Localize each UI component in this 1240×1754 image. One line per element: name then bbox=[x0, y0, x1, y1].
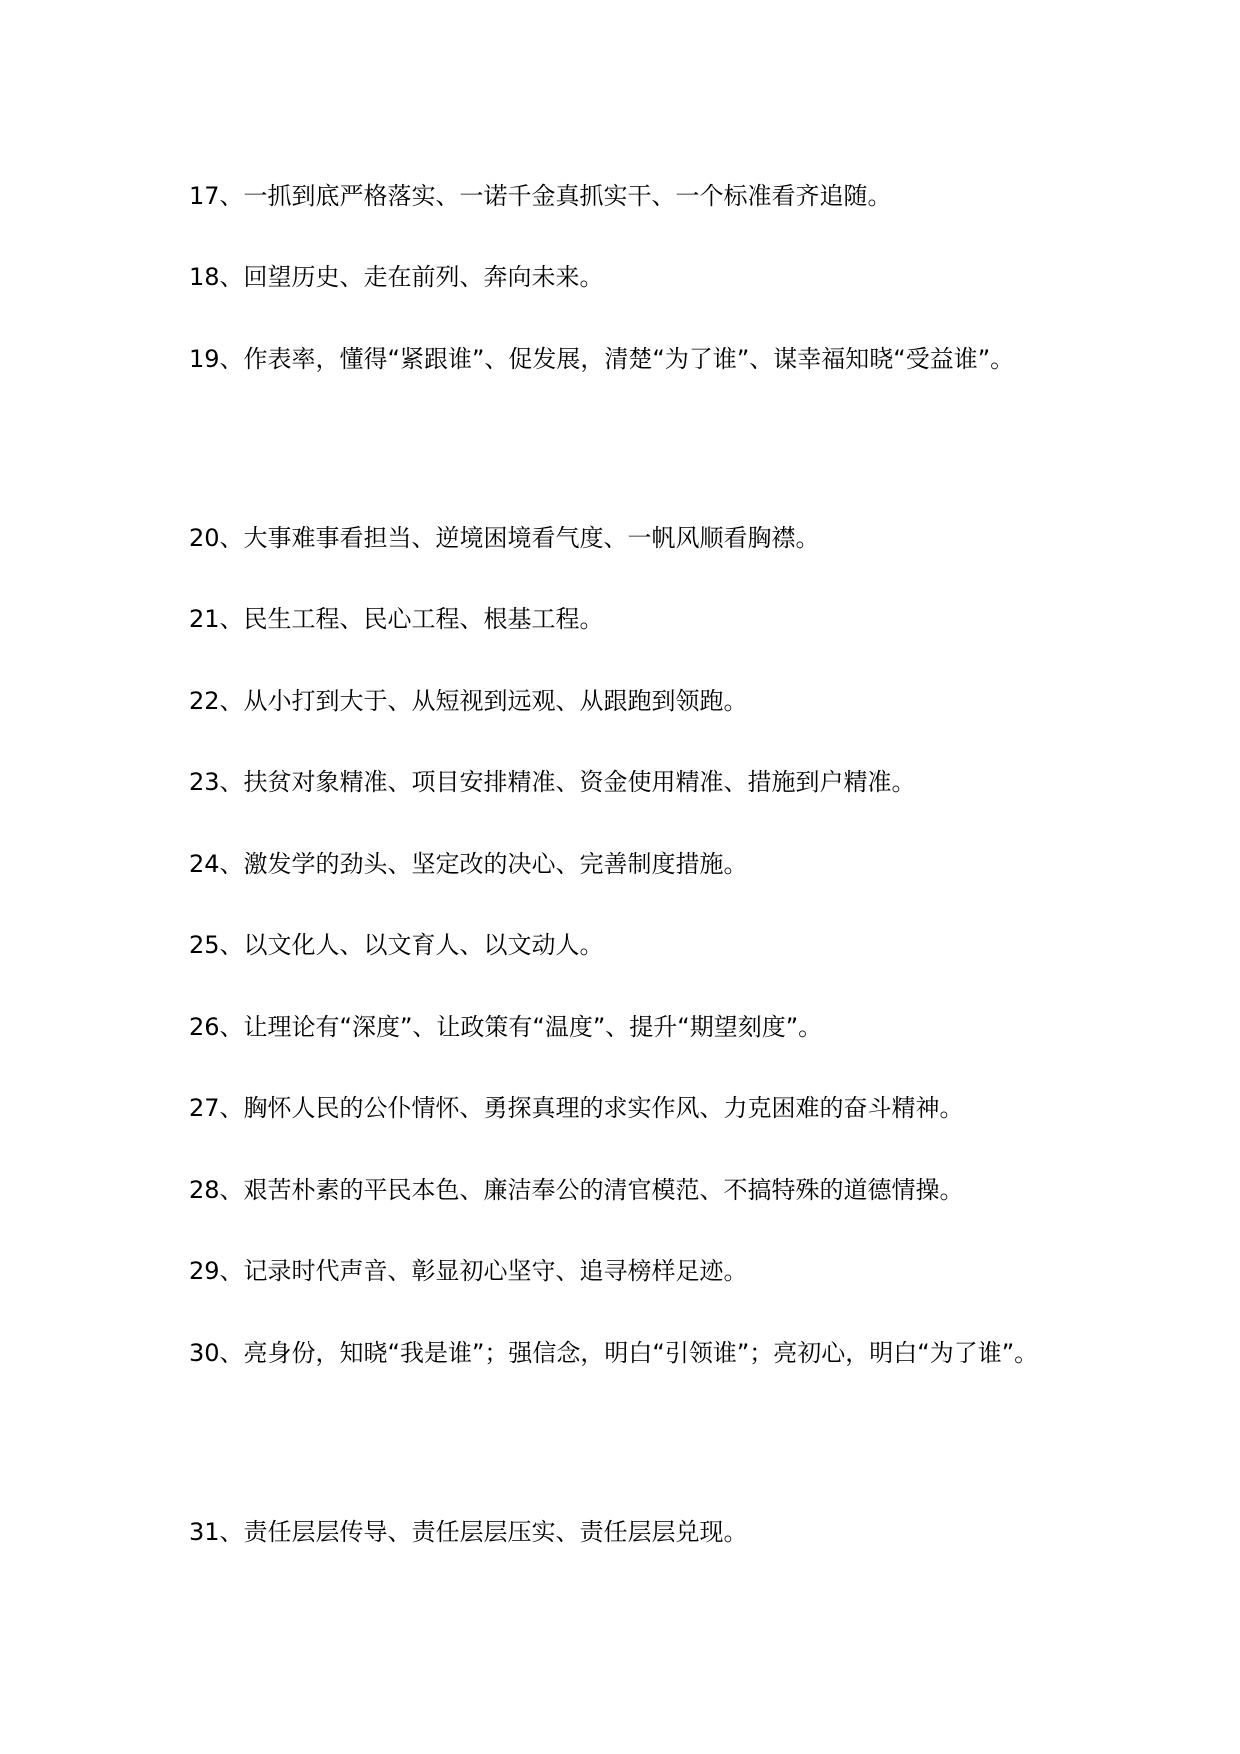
list-item: 30、亮身份，知晓“我是谁”；强信念，明白“引领谁”；亮初心，明白“为了谁”。 bbox=[189, 1339, 1039, 1367]
list-item: 23、扶贫对象精准、项目安排精准、资金使用精准、措施到户精准。 bbox=[189, 768, 916, 796]
list-item: 17、一抓到底严格落实、一诺千金真抓实干、一个标准看齐追随。 bbox=[189, 182, 892, 210]
list-item: 22、从小打到大于、从短视到远观、从跟跑到领跑。 bbox=[189, 687, 748, 715]
list-item: 29、记录时代声音、彰显初心坚守、追寻榜样足迹。 bbox=[189, 1257, 748, 1285]
list-item: 25、以文化人、以文育人、以文动人。 bbox=[189, 931, 604, 959]
list-item: 26、让理论有“深度”、让政策有“温度”、提升“期望刻度”。 bbox=[189, 1013, 823, 1041]
list-item: 18、回望历史、走在前列、奔向未来。 bbox=[189, 263, 604, 291]
list-item: 31、责任层层传导、责任层层压实、责任层层兑现。 bbox=[189, 1518, 748, 1546]
list-item: 19、作表率，懂得“紧跟谁”、促发展，清楚“为了谁”、谋幸福知晓“受益谁”。 bbox=[189, 345, 1015, 373]
list-item: 21、民生工程、民心工程、根基工程。 bbox=[189, 605, 604, 633]
list-item: 24、激发学的劲头、坚定改的决心、完善制度措施。 bbox=[189, 850, 748, 878]
list-item: 28、艰苦朴素的平民本色、廉洁奉公的清官模范、不搞特殊的道德情操。 bbox=[189, 1176, 964, 1204]
list-item: 20、大事难事看担当、逆境困境看气度、一帆风顺看胸襟。 bbox=[189, 524, 820, 552]
list-item: 27、胸怀人民的公仆情怀、勇探真理的求实作风、力克困难的奋斗精神。 bbox=[189, 1094, 964, 1122]
